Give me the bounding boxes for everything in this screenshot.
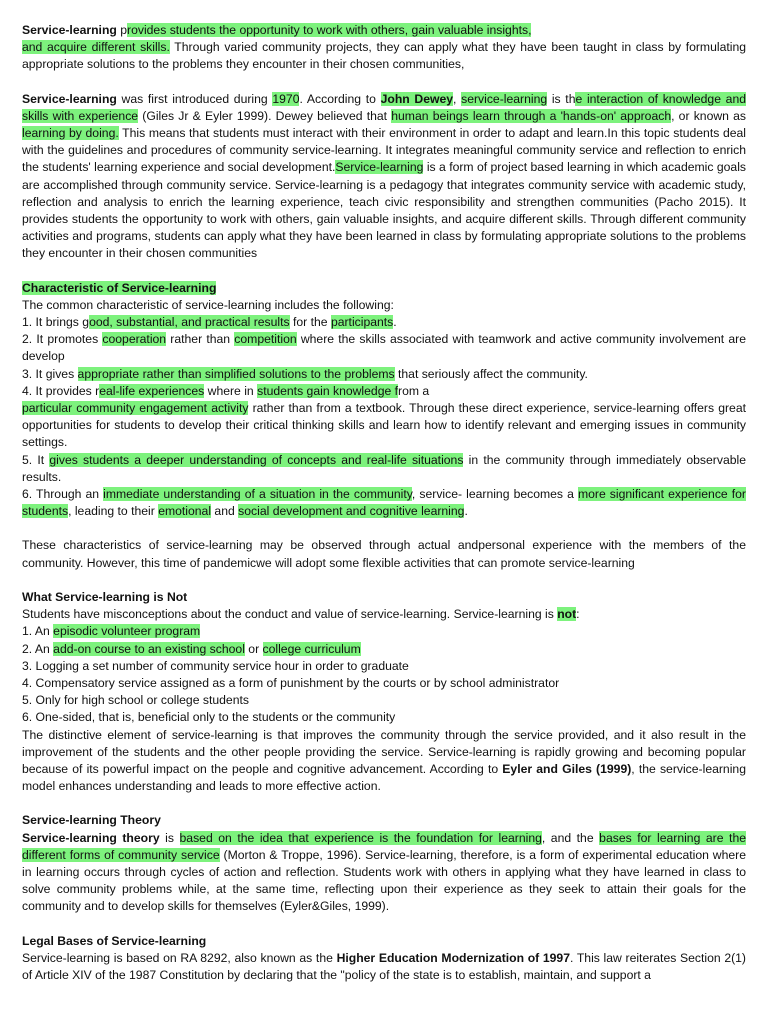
text-run: . (393, 315, 397, 330)
text-run: 6. Through an (22, 487, 104, 502)
text-run: where the skills associated with teamwork and active community involvement are develop (22, 332, 747, 364)
text-run: This means that students must interact with their environment in order to adapt and learn.In this topic students deal with the guidelines and procedures of community service-learning. It integrates meaningful community service and reflection to enrich the students' learning experience and social development. (22, 126, 746, 175)
not-item-2 (22, 641, 746, 658)
text-run: . According to (299, 91, 381, 106)
highlighted-text: and acquire different skills. (22, 40, 170, 55)
legal-paragraph (22, 950, 746, 984)
characteristic-item-1 (22, 314, 746, 331)
text-run: , leading to their (68, 504, 159, 519)
dewey-paragraph (22, 91, 746, 263)
text-run: Students have misconceptions about the conduct and value of service-learning. Service-learning is (22, 607, 558, 622)
highlighted-text: immediate understanding of a situation in the community (103, 487, 412, 502)
term-theory: Service-learning theory (22, 830, 160, 845)
not-intro (22, 606, 746, 623)
text-run: is a form of project based learning in which academic goals are accomplished through community service. Service-learning is a pedagogy that integrates community service with academic study, reflection and analysis to enrich the learning experience, teach civic responsibility and strengthen communities (Pacho 2015). It provides students the opportunity to work with others, gain valuable insights, and acquire different skills. Through different community activities and programs, students can apply what they have been learned in class by formulating appropriate solutions to the problems they encounter in their chosen communities (22, 160, 746, 261)
term-service-learning: Service-learning (22, 91, 117, 106)
intro-paragraph (22, 22, 746, 74)
text-run: Through varied community projects, they can apply what they have been taught in class by formulating appropriate solutions to the problems they encounter in their chosen communities, (22, 40, 746, 72)
highlighted-text: emotional (158, 504, 212, 519)
text-run: that seriously affect the community. (394, 366, 588, 381)
not-closing (22, 727, 746, 796)
highlighted-text: bases for learning are the different forms of community service (22, 830, 746, 862)
text-run: in the community through immediately observable results. (22, 452, 746, 484)
text-run: . This law reiterates Section 2(1) of Article XIV of the 1987 Constitution by declaring that the "policy of the state is to establish, maintain, and support a (22, 950, 746, 982)
characteristic-item-6 (22, 486, 746, 520)
law-name: Higher Education Modernization of 1997 (336, 950, 570, 965)
text-run: . (464, 504, 468, 519)
text-run: : (576, 607, 580, 622)
highlighted-text: add-on course to an existing school (53, 641, 245, 656)
characteristic-intro: The common characteristic of service-learning includes the following: (22, 297, 394, 312)
text-run: , and the (541, 830, 600, 845)
text-run: 1. An (22, 624, 54, 639)
highlighted-text: e interaction of knowledge and skills with experience (22, 91, 746, 123)
highlighted-text: rovides students the opportunity to work with others, gain valuable insights, (127, 23, 532, 37)
not-item-4: 4. Compensatory service assigned as a form of punishment by the courts or by school administrator (22, 675, 560, 690)
highlighted-text: service-learning (461, 91, 548, 106)
highlighted-text: ood, substantial, and practical results (89, 315, 290, 330)
characteristic-item-4 (22, 383, 746, 452)
highlighted-text: not (557, 607, 577, 622)
text-run: rather than (166, 332, 235, 347)
highlighted-text: students gain knowledge f (257, 383, 399, 398)
text-run: 3. It gives (22, 366, 78, 381)
highlighted-text: cooperation (102, 332, 167, 347)
not-heading: What Service-learning is Not (22, 589, 188, 604)
text-run: was first introduced during (116, 91, 273, 106)
text-run: and (211, 504, 239, 519)
highlighted-text: college curriculum (262, 641, 361, 656)
text-run: is (159, 830, 180, 845)
highlighted-year: 1970 (272, 91, 300, 106)
text-run: 2. It promotes (22, 332, 103, 347)
highlighted-text: more significant experience for students (22, 487, 746, 519)
text-run: The distinctive element of service-learning is that improves the community through the service provided, and it also result in the improvement of the students and the other people providing the service. Service-learning is rapidly growing and becoming popular because of its powerful impact on the people and cognitive advancement. According to (22, 727, 746, 776)
text-run: 1. It brings g (22, 315, 90, 330)
theory-heading: Service-learning Theory (22, 813, 161, 828)
highlighted-text: participants (330, 315, 394, 330)
text-run: , or known as (671, 108, 746, 123)
highlighted-text: learning by doing. (22, 126, 119, 141)
highlighted-name: John Dewey (380, 91, 454, 106)
highlighted-text: human beings learn through a 'hands-on' approach (391, 108, 672, 123)
text-run: for the (289, 315, 331, 330)
text-run: is th (547, 91, 576, 106)
text-run: 4. It provides r (22, 383, 100, 398)
pandemic-paragraph: These characteristics of service-learning may be observed through actual andpersonal experience with the members of the community. However, this time of pandemicwe will adopt some flexible activities that can promote service-learning (22, 538, 746, 570)
not-item-3: 3. Logging a set number of community service hour in order to graduate (22, 658, 409, 673)
characteristic-item-5 (22, 452, 746, 486)
characteristic-item-2 (22, 331, 746, 365)
text-run: where in (204, 383, 258, 398)
text-run: 2. An (22, 641, 54, 656)
highlighted-text: gives students a deeper understanding of concepts and real-life situations (49, 452, 464, 467)
highlighted-text: competition (234, 332, 297, 347)
heading-text: Characteristic of Service-learning (22, 280, 217, 295)
text-run: Service-learning is based on RA 8292, also known as the (22, 950, 337, 965)
legal-heading: Legal Bases of Service-learning (22, 933, 207, 948)
text-run: , service- learning becomes a (411, 487, 578, 502)
text-run: (Morton & Troppe, 1996). Service-learning, therefore, is a form of experimental education where in learning occurs through cycles of action and reflection. Students work with others in applying what they have learned in class to solve community problems while, at the same time, reflecting upon their experience as they seek to attain their goals for the community and to develop skills for themselves (Eyler&Giles, 1999). (22, 847, 746, 914)
highlighted-text: particular community engagement activity (22, 401, 249, 416)
highlighted-text: appropriate rather than simplified solutions to the problems (77, 366, 395, 381)
text-run: p (116, 23, 128, 37)
highlighted-text: Service-learning (335, 160, 424, 175)
term-service-learning: Service-learning (22, 23, 117, 37)
characteristic-item-3 (22, 366, 746, 383)
text-run: rather than from a textbook. Through these direct experience, service-learning offers great opportunities for students to develop their critical thinking skills and learn how to identify relevant and emerging issues in community settings. (22, 401, 746, 450)
theory-paragraph (22, 830, 746, 916)
highlighted-text: social development and cognitive learning (238, 504, 465, 519)
text-run: , (453, 91, 462, 106)
text-run: or (244, 641, 263, 656)
citation: Eyler and Giles (1999) (502, 761, 632, 776)
not-item-6: 6. One-sided, that is, beneficial only to the students or the community (22, 710, 396, 725)
not-item-1 (22, 623, 746, 640)
not-item-5: 5. Only for high school or college students (22, 693, 249, 708)
text-run: 5. It (22, 452, 50, 467)
text-run: rom a (398, 383, 430, 398)
highlighted-text: episodic volunteer program (53, 624, 201, 639)
highlighted-text: based on the idea that experience is the foundation for learning (179, 830, 542, 845)
text-run: (Giles Jr & Eyler 1999). Dewey believed that (138, 108, 392, 123)
highlighted-text: eal-life experiences (99, 383, 205, 398)
text-run: , the service-learning model enhances understanding and leads to more effective action. (22, 761, 746, 794)
characteristic-heading (22, 280, 746, 297)
